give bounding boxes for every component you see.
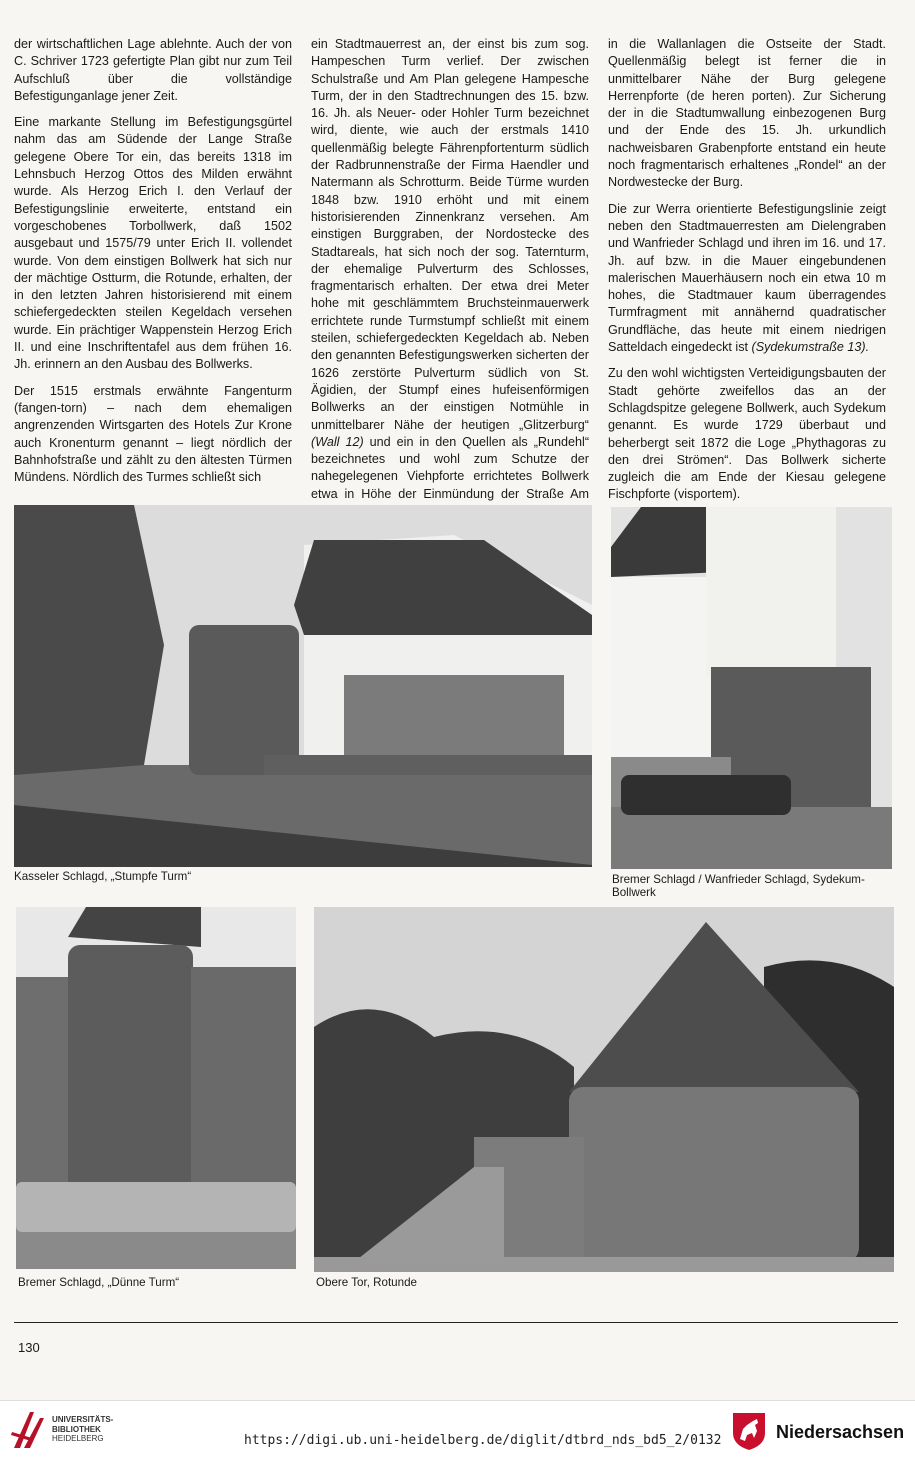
caption-photo2: Bremer Schlagd / Wanfrieder Schlagd, Sydekum-Bollwerk [612,873,865,899]
paragraph: Zu den wohl wichtigsten Verteidigungsbauten der Stadt gehörte zweifellos das an der Schlagdspitze gelegene Bollwerk, auch Sydekum genannt. Es wurde 1729 überbaut und beherbergt seit 1872 die Loge „Phythagoras zu den drei Strömen“. Das Bollwerk sicherte zugleich die am Ende der Kiesau gelegene Fischpforte (visportem). [608,366,886,502]
photo-sydekum-bollwerk [611,507,892,869]
paragraph: in die Wallanlagen die Ostseite der Stadt. Quellenmäßig belegt ist ferner die in unmittelbarer Nähe der Burg gelegene Herrenpforte (de heren porten). Zur Sicherung der in die Stadtumwallung einbezogenen Burg und der Ende des 15. Jh. urkundlich nachweisbaren Grabenpforte entstand ein heute noch fragmentarisch erhaltenes „Rondel“ an der Nordwestecke der Burg. [608,37,886,190]
photo-stumpfe-turm [14,505,592,867]
text-run: ein Stadtmauerrest an, der einst bis zum sog. Hampeschen Turm verlief. Der zwischen Schulstraße und Am Plan gelegene Hampesche Turm, der in den Stadtrechnungen des 15. bzw. 16. Jh. als Neuer- oder Hohler Turm bezeichnet wird, diente, wie auch der erstmals 1410 quellenmäßig belegte Fährenpfortenturm südlich der Radbrunnenstraße der Firma Haendler und Natermann als Schrotturm. Beide Türme wurden 1848 bzw. 1910 erhöht und mit einem historisierenden Zinnenkranz versehen. Am einstigen Burggraben, der Nordostecke des Stadtareals, hat sich noch der sog. Taternturm, der ehemalige Pulverturm des Schlosses, fragmentarisch erhalten. Der etwa drei Meter hohe mit geschlämmtem Bruchsteinmauerwerk errichtete runde Turmstumpf schließt mit einem steilen, schiefergedeckten Kegeldach ab. Neben den genannten Befestigungswerken sicherten der 1626 zerstörte Pulverturm südlich von St. Ägidien, der Stumpf eines hufeisenförmigen Bollwerks an der einstigen Notmühle in unmittelbarer Nähe der heutigen „Glitzerburg“ [311,37,589,432]
niedersachsen-horse-crest-icon [731,1411,767,1451]
page-divider [14,1322,898,1323]
caption-photo3: Bremer Schlagd, „Dünne Turm“ [18,1276,180,1289]
photo-duenne-turm [16,907,296,1269]
photo-obere-tor-rotunde [314,907,894,1272]
text-run: Die zur Werra orientierte Befestigungslinie zeigt neben den Stadtmauerresten am Dielengraben und Wanfrieder Schlagd und ihren im 16. und 17. Jh. auf bzw. in die Mauer eingebundenen malerischen Mauerhäusern noch ein etwa 10 m hohes, die Stadtmauer kaum überragendes Turmfragment mit annähernd quadratischer Grundfläche, das heute mit einem niedrigen Satteldach eingedeckt ist [608,201,886,355]
paragraph: der wirtschaftlichen Lage ablehnte. Auch der von C. Schriver 1723 gefertigte Plan gibt nur zum Teil Aufschluß über die vollständige Befestigunganlage jener Zeit. [14,37,292,103]
viewer-footer [0,1400,915,1466]
paragraph: Eine markante Stellung im Befestigungsgürtel nahm das am Südende der Lange Straße gelegene Obere Tor ein, das bereits 1318 im Lehnsbuch Herzog Ottos des Milden erwähnt wurde. Als Herzog Erich I. den Verlauf der Befestigungslinie erweiterte, entstand ein vorgeschobenes Torbollwerk, daß 1502 ausgebaut und 1575/79 unter Erich II. vollendet wurde. Von dem einstigen Bollwerk hat sich nur der mächtige Ostturm, die Rotunde, erhalten, der in den letzten Jahren historisierend mit einem schiefergedeckten steilen Kegeldach versehen wurde. Ein prächtiger Wappenstein Herzog Erich II. und eine Inschriftentafel aus dem frühen 16. Jh. erinnern an den Ausbau des Bollwerks. [14,115,292,372]
text-column-right [608,36,886,513]
paragraph: Der 1515 erstmals erwähnte Fangenturm (fangen-torn) – nach dem ehemaligen angrenzenden Wirtsgarten des Hotels Zur Krone auch Kronenturm genannt – liegt nördlich der Bahnhofstraße und zählt zu den ältesten Türmen Mündens. Nördlich des Turmes schließt sich [14,383,292,485]
university-library-name: UNIVERSITÄTS- BIBLIOTHEK HEIDELBERG [52,1415,114,1443]
state-name: Niedersachsen [776,1422,905,1442]
text-column-left [14,36,292,495]
document-url[interactable]: https://digi.ub.uni-heidelberg.de/diglit/dtbrd_nds_bd5_2/0132 [244,1433,722,1448]
address-reference: (Sydekumstraße 13). [751,340,870,355]
paragraph [608,201,886,357]
address-reference: (Wall 12) [311,434,364,449]
page-number: 130 [18,1340,40,1355]
paragraph [311,36,589,520]
text-column-middle [311,36,589,529]
caption-photo1: Kasseler Schlagd, „Stumpfe Turm“ [14,870,192,883]
university-library-logo-icon [10,1408,48,1452]
caption-photo4: Obere Tor, Rotunde [316,1276,417,1289]
text-run: und ein in den Quellen als „Rundehl“ bezeichnetes und wohl zum Schutze der nahegelegenen Viehpforte errichtetes Bollwerk etwa in Höhe der Einmündung der Straße Am [311,434,590,501]
